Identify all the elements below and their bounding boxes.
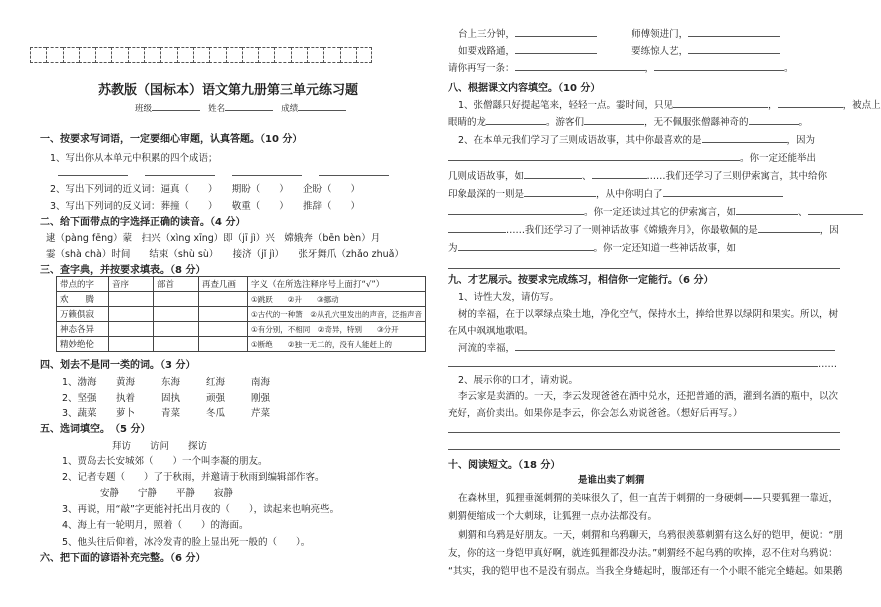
s1-q2: 2、写出下列词的近义词：逼真（ ） 期盼（ ） 企盼（ ） (50, 184, 361, 195)
table-word: 万籁俱寂 (57, 307, 109, 322)
word-option[interactable]: 冬瓜 (206, 408, 226, 419)
answer-line[interactable] (515, 341, 835, 351)
text: 。你一定还能举出 (740, 153, 817, 164)
proverb-b2: 要练惊人艺， (631, 46, 689, 57)
s2-line1: 逮（pàng fēng）蒙 扫兴（xìng xīng）即（jī jì）兴 嫦娥奔（bēn bèn）月 (46, 233, 381, 244)
table-meaning[interactable]: ①断绝 ②独一无二的，没有人能赶上的 (248, 337, 426, 352)
article-line: 刺猬和乌鸦是好朋友。一天，刺猬和乌鸦聊天，乌鸦很羡慕刺猬有这么好的铠甲，便说：“朋 (458, 530, 843, 541)
answer-line[interactable] (808, 205, 863, 215)
article-line: “其实，我的铠甲也不是没有弱点。当我全身蜷起时，腹部还有一个小眼不能完全蜷起。如果鹅 (448, 566, 843, 577)
answer-line[interactable] (778, 98, 843, 108)
s2-line2: 霎（shà chà）时间 结束（shù sù） 接济（jǐ jì） 张牙舞爪（zhǎo zhuǎ） (46, 249, 404, 260)
s8-p2-line6 (448, 222, 839, 236)
text: 河流的幸福， (458, 343, 516, 354)
section-10-title: 十、阅读短文。（18 分） (448, 460, 561, 471)
s9-p3-cont (448, 357, 837, 370)
section-4-title: 四、划去不是同一类的词。（3 分） (40, 360, 196, 371)
s9-p4: 李云家是卖酒的。一天，李云发现爸爸在酒中兑水，还把普通的酒，灌到名酒的瓶中，以次 (458, 391, 839, 402)
word-option[interactable]: 固执 (161, 393, 181, 404)
table-header: 字义（在所选注释序号上面打“√”） (248, 277, 426, 292)
proverb-a2: 师傅领进门， (631, 29, 689, 40)
s9-p1: 树的幸福，在于以翠绿点染土地，净化空气，保持水土，捧给世界以绿阴和果实。所以，树 (458, 309, 839, 320)
answer-line[interactable] (448, 432, 840, 433)
s5-words-2: 安静 宁静 平静 寂静 (100, 488, 234, 499)
s9-q2: 2、展示你的口才，请劝说。 (458, 375, 579, 386)
text: 。你一定还知道一些神话故事，如 (593, 243, 737, 254)
text: ，因为 (786, 135, 816, 146)
table-word: 精妙绝伦 (57, 337, 109, 352)
proverb-c: 请你再写一条： (448, 63, 515, 74)
s9-p2: 在风中飒飒地歌唱。 (448, 326, 534, 337)
answer-line[interactable] (524, 187, 596, 197)
s9-p5: 充好，高价卖出。如果你是李云，你会怎么劝说爸爸。（想好后再写。） (448, 408, 743, 419)
proverb-row-2 (458, 43, 780, 57)
section-5-title: 五、选词填空。 （5 分） (40, 424, 151, 435)
answer-line[interactable] (688, 27, 780, 37)
s5-words-1: 拜访 访问 探访 (112, 441, 208, 452)
article-line: 刺猬便缩成一个大刺球，让狐狸一点办法都没有。 (448, 511, 658, 522)
text: 2、在本单元我们学习了三则成语故事，其中你最喜欢的是 (458, 135, 702, 146)
text: 眼睛的龙 (448, 117, 487, 128)
name-label: 姓名 (208, 104, 226, 114)
text: ，无不佩服张僧繇神奇的 (644, 117, 749, 128)
table-word: 神态各异 (57, 322, 109, 337)
answer-line[interactable] (515, 27, 597, 37)
answer-line[interactable] (486, 115, 546, 125)
s8-p2-line1 (458, 132, 815, 146)
article-title: 是谁出卖了刺猬 (578, 475, 645, 486)
s8-p1-line2: 眼睛的龙 。游客们 ，无不佩服张僧繇神奇的 。 (448, 117, 809, 128)
table-meaning[interactable]: ①有分别，不相同 ②奇异，特别 ③分开 (248, 322, 426, 337)
proverb-row-3: 请你再写一条： ， 。 (448, 63, 794, 74)
s5-q1: 1、贾岛去长安城郊（ ）一个叫李凝的朋友。 (62, 456, 268, 467)
answer-line[interactable] (749, 115, 799, 125)
word-option[interactable]: 3、蔬菜 (62, 408, 97, 419)
answer-line[interactable] (458, 241, 594, 251)
answer-line[interactable] (592, 169, 647, 179)
article-line: 在森林里，狐狸垂涎刺猬的美味很久了，但一直苦于刺猬的一身硬刺——只要狐狸一靠近， (458, 493, 839, 504)
proverb-a1: 台上三分钟， (458, 29, 516, 40)
answer-line[interactable] (448, 268, 840, 269)
text: 。你一定还读过其它的伊索寓言，如 (584, 207, 737, 218)
table-meaning[interactable]: ①古代的一种箫 ②从孔穴里发出的声音，泛指声音 (248, 307, 426, 322)
text: ……我们还学习了一则神话故事《嫦娥奔月》，你最敬佩的是 (506, 225, 758, 236)
score-label: 成绩 (281, 104, 299, 114)
word-option[interactable]: 东海 (161, 377, 181, 388)
answer-line[interactable] (584, 115, 644, 125)
answer-line[interactable] (515, 44, 597, 54)
table-header: 部首 (154, 277, 199, 292)
s5-q2: 2、记者专题（ ）了于秋雨，并邀请于秋雨到编辑部作客。 (62, 472, 325, 483)
proverb-row-1 (458, 26, 780, 40)
s1-q1: 1、写出你从本单元中积累的四个成语； (50, 153, 218, 164)
s8-p2-line5: 。你一定还读过其它的伊索寓言，如 、 (448, 204, 863, 218)
s5-q5: 5、他头往后仰着，冰冷发青的脸上显出死一般的（ ）。 (62, 537, 311, 548)
section-9-title: 九、才艺展示。按要求完成练习，相信你一定能行。（6 分） (448, 275, 714, 286)
text: 印象最深的一则是 (448, 189, 525, 200)
s5-q3: 3、再说，用“敲”字更能衬托出月夜的（ ），读起来也响亮些。 (62, 504, 340, 515)
table-header: 音序 (109, 277, 154, 292)
answer-line[interactable] (663, 187, 783, 197)
answer-line[interactable] (673, 98, 768, 108)
answer-line[interactable] (758, 223, 820, 233)
word-option[interactable]: 青菜 (161, 408, 181, 419)
word-option[interactable]: 顽强 (206, 393, 226, 404)
section-8-title: 八、根据课文内容填空。（10 分） (448, 83, 601, 94)
s9-q1: 1、诗性大发，请仿写。 (458, 292, 560, 303)
text: ，从中你明白了 (596, 189, 663, 200)
s1-q3: 3、写出下列词的反义词：葬撞（ ） 敬重（ ） 推辞（ ） (50, 201, 361, 212)
text: …… (818, 359, 837, 370)
s8-p2-line4 (448, 186, 783, 200)
s9-p3 (458, 340, 835, 354)
section-3-title: 三、查字典，并按要求填表。（8 分） (40, 265, 206, 276)
word-option[interactable]: 芹菜 (251, 408, 271, 419)
s8-p2-line3: 几则成语故事，如 、 ……我们还学习了三则伊索寓言，其中给你 (448, 171, 828, 182)
text: ，被点上 (842, 100, 881, 111)
answer-line[interactable] (448, 223, 506, 233)
answer-line[interactable] (688, 44, 780, 54)
text: 1、张僧繇只好提起笔来，轻轻一点。霎时间，只见 (458, 100, 674, 111)
table-word: 欢 腾 (57, 292, 109, 307)
word-option[interactable]: 刚强 (251, 393, 271, 404)
table-header: 再查几画 (199, 277, 248, 292)
text: ，因 (819, 225, 839, 236)
article-line: 友，你的这一身铠甲真好啊，就连狐狸都没办法。”刺猬经不起乌鸦的吹捧，忍不住对乌鸦说： (448, 548, 838, 559)
text: ……我们还学习了三则伊索寓言，其中给你 (646, 171, 828, 182)
answer-line[interactable] (448, 357, 818, 367)
proverb-b1: 如要戏路通， (458, 46, 516, 57)
answer-line[interactable] (702, 133, 787, 143)
word-option[interactable]: 执着 (116, 393, 136, 404)
answer-line[interactable] (448, 205, 584, 215)
table-meaning[interactable]: ①跳跃 ②升 ③挪动 (248, 292, 426, 307)
section-6-title: 六、把下面的谚语补充完整。（6 分） (40, 553, 206, 564)
word-option[interactable]: 1、渤海 (62, 377, 97, 388)
section-1-title: 一、按要求写词语，一定要细心审题，认真答题。（10 分） (40, 134, 303, 145)
answer-line[interactable] (654, 61, 784, 71)
word-option[interactable]: 黄海 (116, 377, 136, 388)
text: 。游客们 (546, 117, 585, 128)
section-2-title: 二、给下面带点的字选择正确的读音。（4 分） (40, 217, 246, 228)
table-header: 带点的字 (57, 277, 109, 292)
answer-line[interactable] (448, 449, 840, 450)
word-option[interactable]: 红海 (206, 377, 226, 388)
word-option[interactable]: 2、坚强 (62, 393, 97, 404)
text: 为 (448, 243, 458, 254)
word-option[interactable]: 南海 (251, 377, 271, 388)
s5-q4: 4、海上有一轮明月，照着（ ）的海面。 (62, 520, 249, 531)
answer-line[interactable] (736, 205, 798, 215)
s8-p2-line2 (448, 150, 816, 164)
s8-p1-line1: 1、张僧繇只好提起笔来，轻轻一点。霎时间，只见 ， ，被点上 (458, 100, 881, 111)
text: 几则成语故事，如 (448, 171, 525, 182)
class-label: 班级 (135, 104, 153, 114)
answer-line[interactable] (515, 61, 645, 71)
answer-line[interactable] (448, 151, 740, 161)
answer-line[interactable] (524, 169, 582, 179)
s8-p2-line7 (448, 240, 736, 254)
page-title: 苏教版（国标本）语文第九册第三单元练习题 (98, 83, 359, 98)
word-option[interactable]: 萝卜 (116, 408, 136, 419)
